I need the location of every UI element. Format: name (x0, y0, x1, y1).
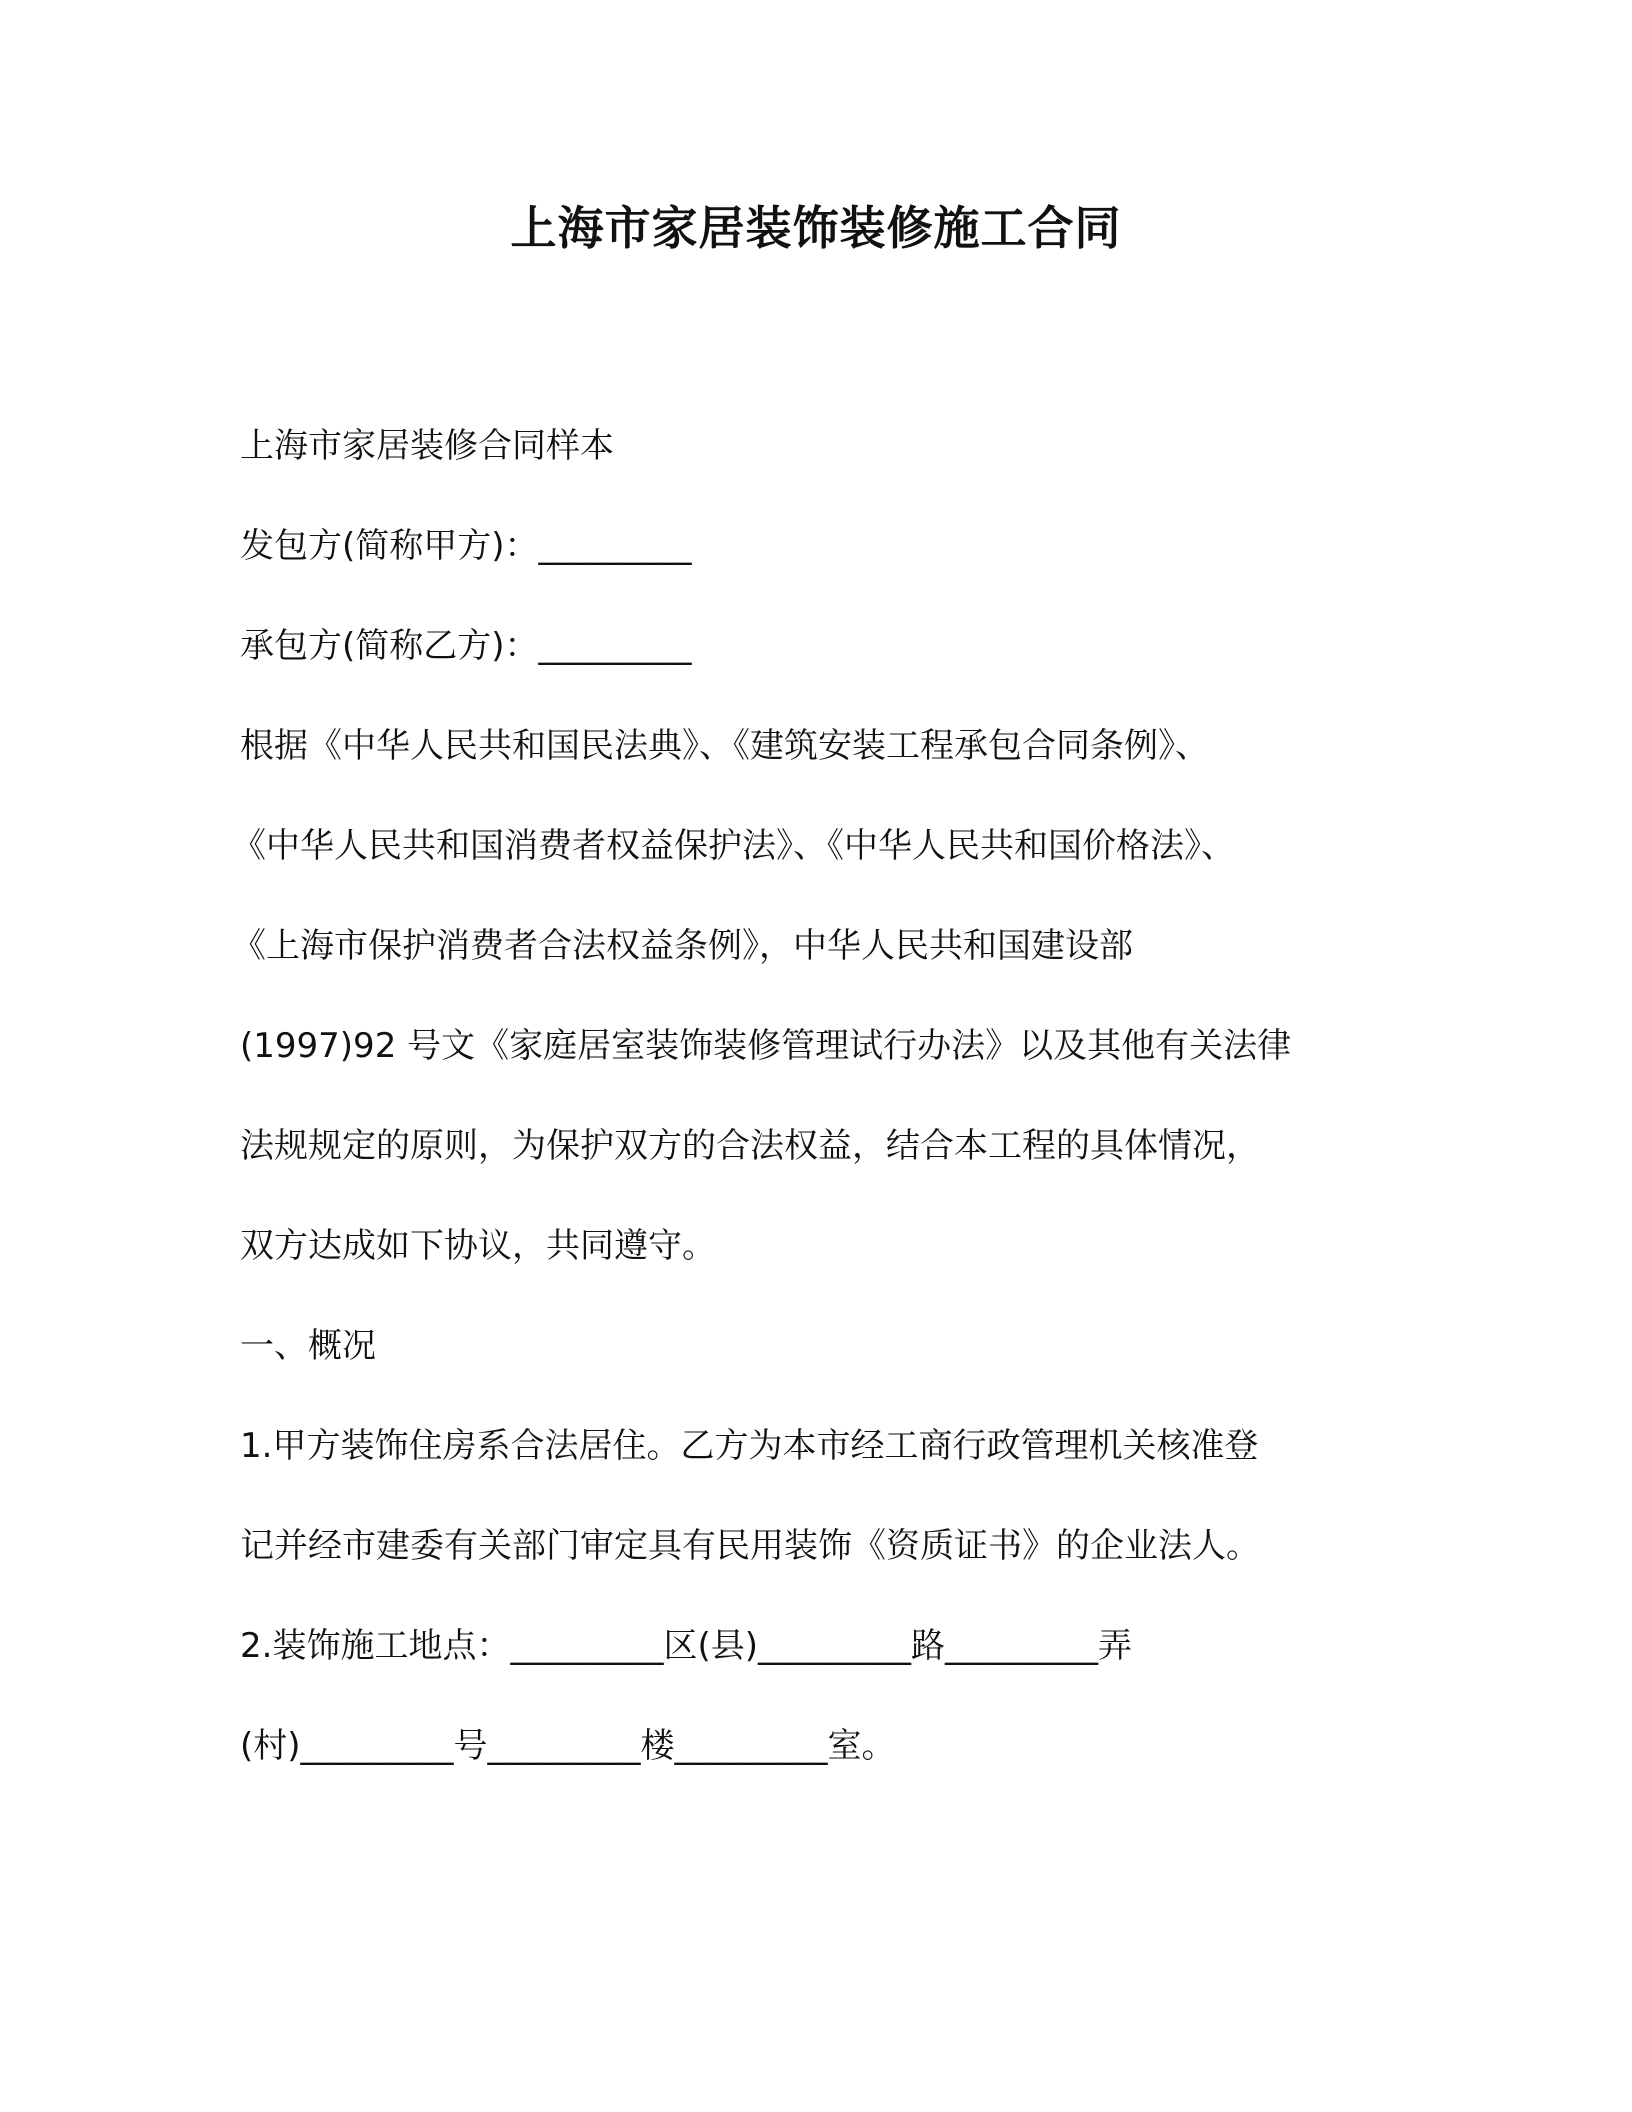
paragraph-line: 《中华人民共和国消费者权益保护法》、《中华人民共和国价格法》、 (232, 826, 1235, 866)
document-title: 上海市家居装饰装修施工合同 (510, 201, 1122, 255)
party-b-line: 承包方(简称乙方)：_________ (240, 626, 692, 666)
section-heading: 一、概况 (240, 1326, 376, 1366)
address-line: 2.装饰施工地点：_________区(县)_________路_________弄 (240, 1626, 1132, 1666)
paragraph-line: 《上海市保护消费者合法权益条例》，中华人民共和国建设部 (232, 926, 1133, 966)
paragraph-line: 1.甲方装饰住房系合法居住。乙方为本市经工商行政管理机关核准登 (240, 1426, 1259, 1466)
subtitle-line: 上海市家居装修合同样本 (240, 426, 614, 466)
address-line: (村)_________号_________楼_________室。 (240, 1726, 896, 1766)
paragraph-line: 根据《中华人民共和国民法典》、《建筑安装工程承包合同条例》、 (240, 726, 1209, 766)
paragraph-line: 双方达成如下协议，共同遵守。 (240, 1226, 716, 1266)
paragraph-line: (1997)92 号文《家庭居室装饰装修管理试行办法》以及其他有关法律 (240, 1026, 1292, 1066)
party-a-line: 发包方(简称甲方)：_________ (240, 526, 692, 566)
paragraph-line: 法规规定的原则，为保护双方的合法权益，结合本工程的具体情况， (240, 1126, 1260, 1166)
paragraph-line: 记并经市建委有关部门审定具有民用装饰《资质证书》的企业法人。 (240, 1526, 1260, 1566)
